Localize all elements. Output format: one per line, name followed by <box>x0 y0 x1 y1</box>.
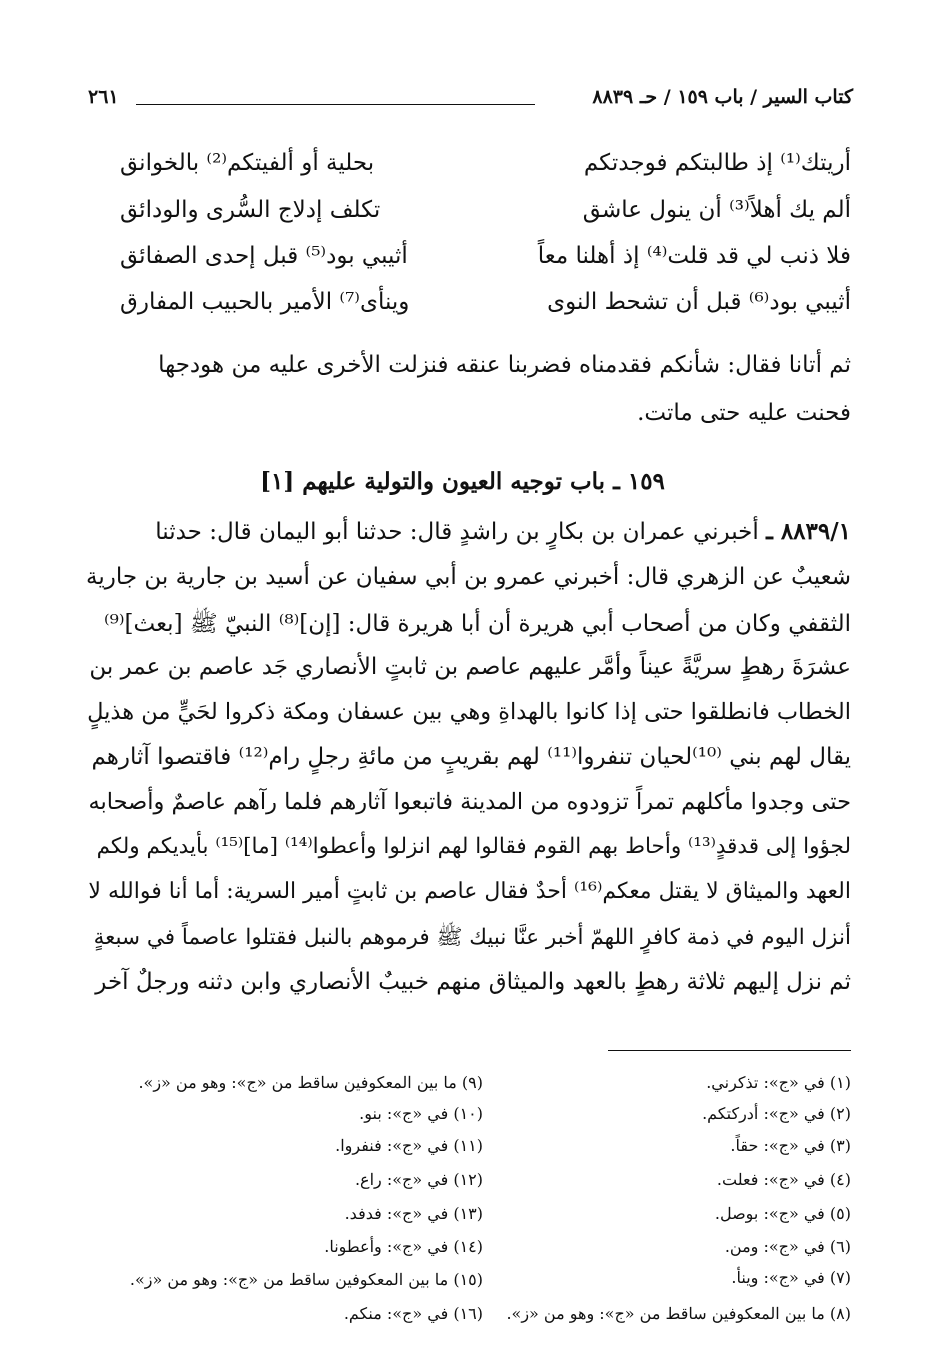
narrative-line-1: ثم أتانا فقال: شأنكم فقدمناه فضربنا عنقه فنزلت الأخرى عليه من هودجها <box>158 352 851 378</box>
hadith-line: شعيبٌ عن الزهري قال: أخبرني عمرو بن أبي سفيان عن أسيد بن جارية بن جارية <box>86 564 851 590</box>
narrative-line-2: فحنت عليه حتى ماتت. <box>637 400 851 426</box>
hadith-line: حتى وجدوا مأكلهم تمراً تزودوه من المدينة فاتبعوا آثارهم فلما رآهم عاصمٌ وأصحابه <box>88 789 851 815</box>
footnote: (٥) في «ج»: بوصل. <box>714 1204 851 1223</box>
hadith-first-line <box>155 518 851 545</box>
header-rule <box>136 104 535 105</box>
footnote: (١٤) في «ج»: وأعطونا. <box>324 1237 483 1256</box>
footnote: (٤) في «ج»: فعلت. <box>716 1170 851 1189</box>
footnote: (١٣) في «ج»: فدفد. <box>344 1204 483 1223</box>
verse-right-2: ألم يك أهلاً⁽³⁾ أن ينول عاشق <box>582 197 851 223</box>
hadith-line: أنزل اليوم في ذمة كافرٍ اللهمّ أخبر عنَّا نبيك ﷺ فرموهم بالنبل فقتلوا عاصماً في سبعةٍ <box>93 925 851 950</box>
footnote: (٨) ما بين المعكوفين ساقط من «ج»: وهو من «ز». <box>506 1304 851 1323</box>
hadith-line: العهد والميثاق لا يقتل معكم⁽¹⁶⁾ أحدٌ فقال عاصم بن ثابتٍ أمير السرية: أما أنا فوالله لا <box>88 879 851 904</box>
footnote: (١٢) في «ج»: راع. <box>354 1170 483 1189</box>
footnote: (٧) في «ج»: وينأ. <box>731 1268 851 1287</box>
hadith-line: عشرَةَ رهطٍ سريَّةً عيناً وأمَّر عليهم عاصم بن ثابتٍ الأنصاري جَد عاصم بن عمر بن <box>89 654 851 680</box>
hadith-line: يقال لهم بني ⁽¹⁰⁾لحيان تنفروا⁽¹¹⁾ لهم بقريبٍ من مائةِ رجلٍ رام⁽¹²⁾ فاقتصوا آثارهم <box>91 744 851 770</box>
footnote: (١١) في «ج»: فنفروا. <box>335 1136 483 1155</box>
verse-right-1: أريتك⁽¹⁾ إذ طالبتكم فوجدتكم <box>583 150 851 176</box>
footnote-rule <box>608 1050 851 1051</box>
footnote: (٦) في «ج»: ومن. <box>724 1237 851 1256</box>
footnote: (٩) ما بين المعكوفين ساقط من «ج»: وهو من «ز». <box>138 1073 483 1092</box>
running-header <box>88 86 853 116</box>
page-number: ٢٦١ <box>88 86 119 108</box>
footnote: (١٠) في «ج»: بنو. <box>359 1104 483 1123</box>
footnote: (٢) في «ج»: أدركتكم. <box>702 1104 851 1123</box>
footnote: (٣) في «ج»: حقاً. <box>730 1136 851 1155</box>
verse-right-4: أثيبي بود⁽⁶⁾ قبل أن تشحط النوى <box>547 289 851 315</box>
verse-right-3: فلا ذنب لي قد قلت⁽⁴⁾ إذ أهلنا معاً <box>537 243 851 269</box>
verse-left-4: وينأى⁽⁷⁾ الأمير بالحبيب المفارق <box>120 289 410 315</box>
hadith-line: أخبرني عمران بن بكارٍ بن راشدٍ قال: حدثنا أبو اليمان قال: حدثنا <box>155 519 759 545</box>
verse-left-1: بحلية أو ألفيتكم⁽²⁾ بالخوانق <box>120 150 375 176</box>
hadith-line: ثم نزل إليهم ثلاثة رهطٍ بالعهد والميثاق منهم خبيبٌ الأنصاري وابن دثنه ورجلٌ آخر <box>95 969 851 995</box>
verse-left-2: تكلف إدلاج السُّرى والودائق <box>120 197 381 223</box>
hadith-number: ٨٨٣٩/١ ـ <box>766 518 851 545</box>
footnote: (١٦) في «ج»: منكم. <box>343 1304 483 1323</box>
verse-left-3: أثيبي بود⁽⁵⁾ قبل إحدى الصفائق <box>120 243 408 269</box>
header-title: كتاب السير / باب ١٥٩ / حـ ٨٨٣٩ <box>592 86 853 108</box>
hadith-line: الثقفي وكان من أصحاب أبي هريرة أن أبا هريرة قال: [إن]⁽⁸⁾ النبيّ ﷺ [بعث]⁽⁹⁾ <box>103 611 851 637</box>
chapter-heading: ١٥٩ ـ باب توجيه العيون والتولية عليهم [١] <box>260 468 665 495</box>
hadith-line: الخطاب فانطلقوا حتى إذا كانوا بالهداةِ وهي بين عسفان ومكة ذكروا لحَيٍّ من هذيلٍ <box>87 699 851 725</box>
footnote: (١٥) ما بين المعكوفين ساقط من «ج»: وهو من «ز». <box>129 1270 483 1289</box>
hadith-line: لجؤوا إلى قدقدٍ⁽¹³⁾ وأحاط بهم القوم فقالوا لهم انزلوا وأعطوا⁽¹⁴⁾ [ما]⁽¹⁵⁾ بأيديكم ولكم <box>96 834 851 859</box>
footnote: (١) في «ج»: تذكرني. <box>706 1073 851 1092</box>
